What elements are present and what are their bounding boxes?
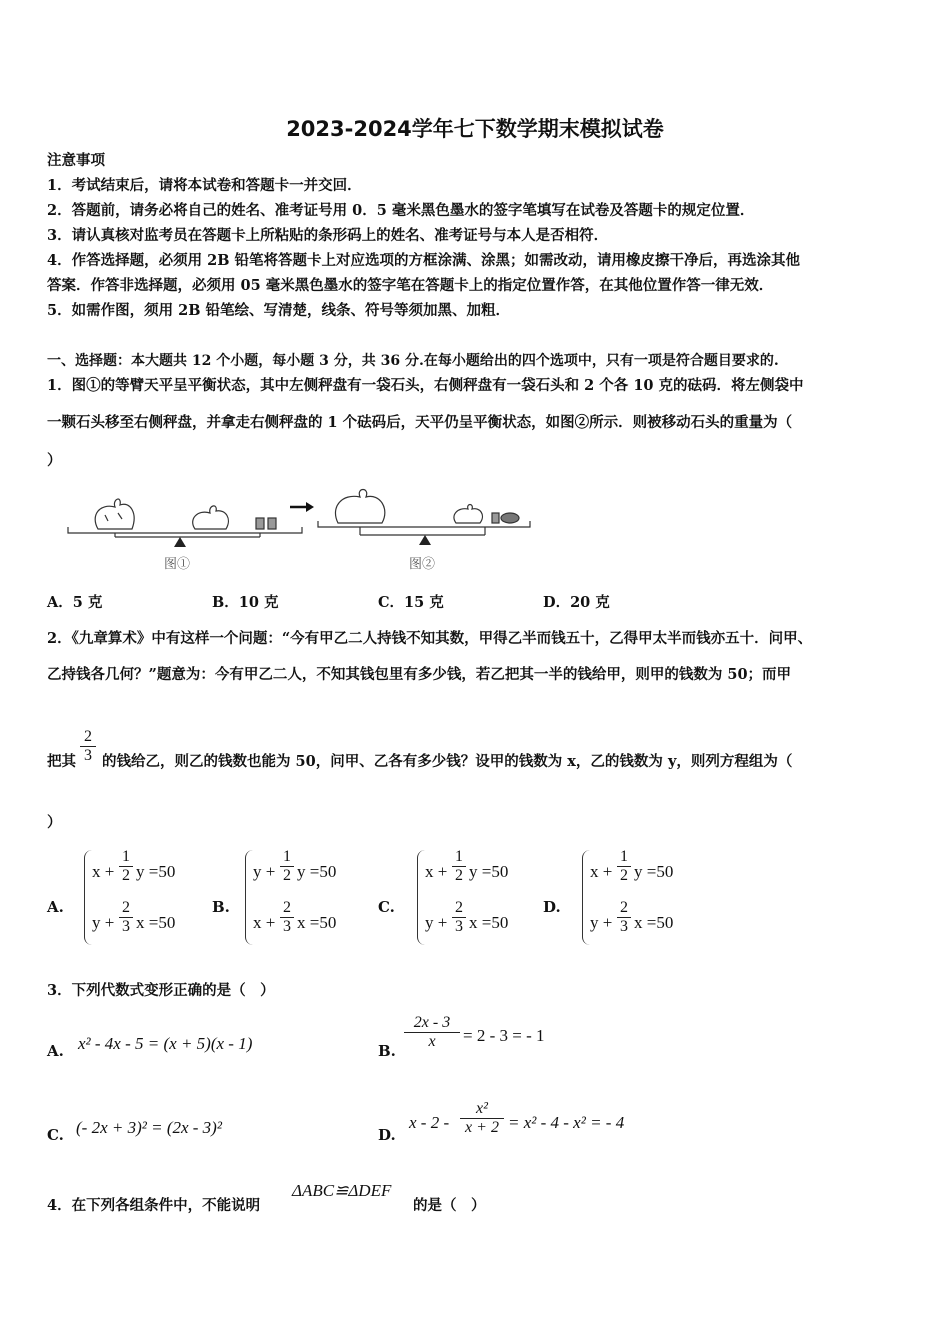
q1-line: ） [47, 452, 62, 469]
q2-option-label: D. [543, 898, 561, 916]
fraction-numerator: 2 [84, 728, 92, 745]
stone-bag-icon [193, 506, 229, 529]
q4-expr: ΔABC≌ΔDEF [292, 1181, 392, 1200]
q2-line-post: 的钱给乙，则乙的钱数也能为 50，问甲、乙各有多少钱？设甲的钱数为 x，乙的钱数为 y，则列方程组为（ [102, 753, 793, 770]
fraction-numerator: 1 [283, 848, 291, 865]
equation-term: x + [590, 862, 613, 881]
weight-icon [492, 513, 499, 523]
q3-option-label: D. [378, 1126, 396, 1144]
fraction-denominator: 2 [617, 866, 631, 885]
equation-fraction [119, 848, 133, 885]
equation-term: y + [253, 862, 276, 881]
fraction-denominator: x [404, 1032, 460, 1051]
equation-fraction [280, 899, 294, 936]
q2-option-label: A. [47, 898, 64, 916]
q2-line: 2．《九章算术》中有这样一个问题：“今有甲乙二人持钱不知其数，甲得乙半而钱五十，乙得甲太半而钱亦五十．问甲、 [47, 630, 813, 647]
stone-bag-icon [95, 499, 134, 529]
equation-fraction [280, 848, 294, 885]
q3-d-pre: x - 2 - [409, 1113, 450, 1132]
weight-icon [268, 518, 276, 529]
equation-term: y + [92, 913, 115, 932]
equation-fraction [617, 848, 631, 885]
stone-bag-icon [454, 505, 483, 524]
equation-term: y =50 [634, 862, 674, 881]
q2-line: ） [47, 814, 62, 831]
notice-item: 3．请认真核对监考员在答题卡上所粘贴的条形码上的姓名、准考证号与本人是否相符． [47, 227, 609, 244]
fig2-label: 图② [409, 556, 436, 571]
section-heading: 一、选择题：本大题共 12 个小题，每小题 3 分，共 36 分.在每小题给出的四个选项中，只有一项是符合题目要求的. [47, 353, 779, 369]
equation-term: y =50 [297, 862, 337, 881]
q1-line: 一颗石头移至右侧秤盘，并拿走右侧秤盘的 1 个砝码后，天平仍呈平衡状态，如图②所示．则被移动石头的重量为（ [47, 414, 793, 431]
equation-term: x + [425, 862, 448, 881]
stone-bag-icon [335, 490, 384, 524]
q3-stem: 3．下列代数式变形正确的是（ ） [47, 982, 275, 999]
q2-line-pre: 把其 [47, 753, 76, 770]
equation-term: y + [425, 913, 448, 932]
stone-icon [501, 513, 519, 523]
q3-c-expr: (- 2x + 3)² = (2x - 3)² [76, 1118, 222, 1137]
q1-option-c: C．15 克 [378, 594, 444, 611]
equation-fraction [452, 899, 466, 936]
fraction-denominator: 3 [617, 917, 631, 936]
equation-term: y =50 [136, 862, 176, 881]
q4-pre: 4．在下列各组条件中，不能说明 [47, 1197, 261, 1214]
fraction-denominator: 2 [119, 866, 133, 885]
q2-option-label: B. [212, 898, 230, 916]
balance-2 [318, 490, 530, 536]
q2-line: 乙持钱各几何？”题意为：今有甲乙二人，不知其钱包里有多少钱，若乙把其一半的钱给甲，则甲的钱数为 50；而甲 [47, 666, 792, 683]
balance-1 [68, 499, 302, 537]
notice-item: 答案．作答非选择题，必须用 05 毫米黑色墨水的签字笔在答题卡上的指定位置作答，在其他位置作答一律无效． [47, 277, 774, 294]
equation-term: y + [590, 913, 613, 932]
q2-fraction [80, 728, 96, 765]
equation-term: x =50 [136, 913, 176, 932]
balance-figure [60, 485, 550, 580]
q3-b-fraction [404, 1014, 460, 1051]
q3-option-label: B. [378, 1042, 396, 1060]
equation-fraction [452, 848, 466, 885]
q3-option-label: A. [47, 1042, 64, 1060]
q2-option-label: C. [378, 898, 395, 916]
page-title: 2023-2024学年七下数学期末模拟试卷 [286, 117, 664, 141]
fig1-label: 图① [164, 556, 191, 571]
q3-a-expr: x² - 4x - 5 = (x + 5)(x - 1) [78, 1034, 253, 1053]
notice-item: 5．如需作图，须用 2B 铅笔绘、写清楚，线条、符号等须加黑、加粗． [47, 302, 511, 319]
fraction-numerator: 1 [620, 848, 628, 865]
equation-fraction [617, 899, 631, 936]
equation-term: x + [253, 913, 276, 932]
q1-option-a: A．5 克 [47, 594, 103, 611]
equation-term: x + [92, 862, 115, 881]
fulcrum-icon [419, 535, 431, 545]
notice-item: 1．考试结束后，请将本试卷和答题卡一并交回． [47, 177, 362, 194]
q3-d-fraction [460, 1100, 504, 1137]
equation-term: x =50 [634, 913, 674, 932]
equation-term: x =50 [297, 913, 337, 932]
q4-post: 的是（ ） [413, 1197, 486, 1214]
fraction-denominator: 3 [119, 917, 133, 936]
fraction-denominator: 3 [280, 917, 294, 936]
notice-item: 4．作答选择题，必须用 2B 铅笔将答题卡上对应选项的方框涂满、涂黑；如需改动，请用橡皮擦干净后，再选涂其他 [47, 252, 801, 269]
fulcrum-icon [174, 537, 186, 547]
notice-item: 2．答题前，请务必将自己的姓名、准考证号用 0．5 毫米黑色墨水的签字笔填写在试卷及答题卡的规定位置． [47, 202, 755, 219]
fraction-denominator: 2 [280, 866, 294, 885]
q3-b-rest: = 2 - 3 = - 1 [463, 1026, 545, 1045]
fraction-numerator: x² [476, 1100, 488, 1117]
fraction-denominator: 3 [452, 917, 466, 936]
equation-term: y =50 [469, 862, 509, 881]
q3-option-label: C. [47, 1126, 64, 1144]
fraction-numerator: 2 [283, 899, 291, 916]
fraction-denominator: 2 [452, 866, 466, 885]
fraction-denominator: x + 2 [460, 1118, 504, 1137]
notice-heading: 注意事项 [47, 152, 105, 169]
q1-option-b: B．10 克 [212, 594, 279, 611]
equation-term: x =50 [469, 913, 509, 932]
q3-d-rest: = x² - 4 - x² = - 4 [508, 1113, 625, 1132]
q1-option-d: D．20 克 [543, 594, 610, 611]
weight-icon [256, 518, 264, 529]
fraction-numerator: 2 [620, 899, 628, 916]
q1-line: 1．图①的等臂天平呈平衡状态，其中左侧秤盘有一袋石头，右侧秤盘有一袋石头和 2 个各 10 克的砝码．将左侧袋中 [47, 377, 804, 394]
fraction-numerator: 1 [122, 848, 130, 865]
fraction-numerator: 2 [122, 899, 130, 916]
fraction-numerator: 2x - 3 [413, 1014, 451, 1031]
fraction-denominator: 3 [80, 746, 96, 765]
fraction-numerator: 2 [455, 899, 463, 916]
fraction-numerator: 1 [455, 848, 463, 865]
equation-fraction [119, 899, 133, 936]
